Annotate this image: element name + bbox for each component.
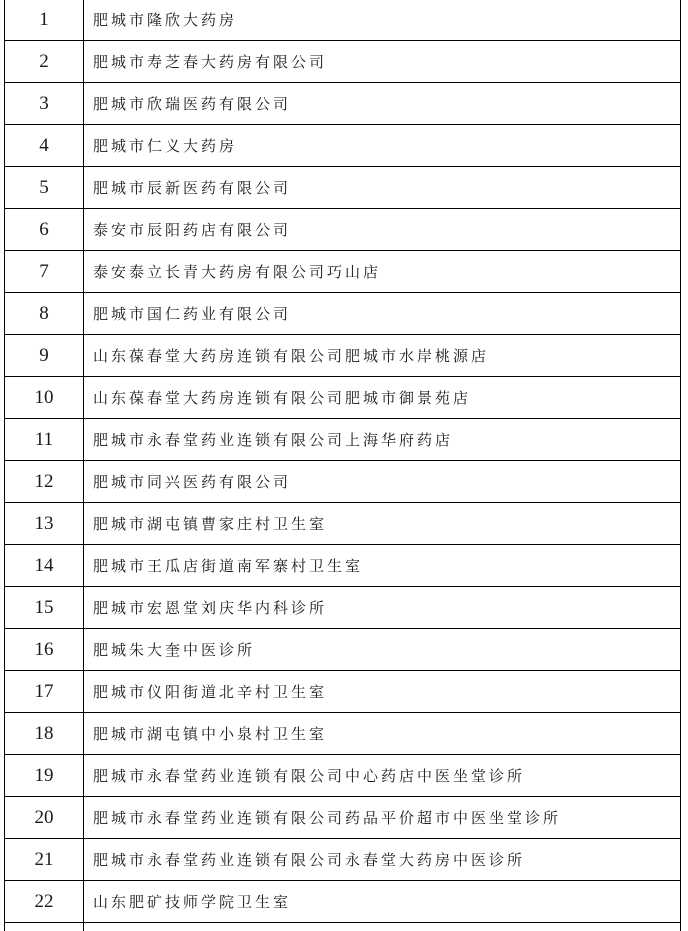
table-row bbox=[5, 125, 681, 167]
institution-name: 肥城市永春堂药业连锁有限公司永春堂大药房中医诊所 bbox=[84, 839, 681, 881]
table-row bbox=[5, 251, 681, 293]
row-number: 12 bbox=[5, 461, 84, 503]
row-number: 2 bbox=[5, 41, 84, 83]
institution-name: 肥城市湖屯镇曹家庄村卫生室 bbox=[84, 503, 681, 545]
table-row-partial bbox=[5, 923, 681, 931]
row-number: 21 bbox=[5, 839, 84, 881]
institution-name: 肥城市国仁药业有限公司 bbox=[84, 293, 681, 335]
table-row bbox=[5, 461, 681, 503]
row-number: 6 bbox=[5, 209, 84, 251]
institution-name: 肥城市同兴医药有限公司 bbox=[84, 461, 681, 503]
row-number: 19 bbox=[5, 755, 84, 797]
row-number: 22 bbox=[5, 881, 84, 923]
row-number: 5 bbox=[5, 167, 84, 209]
row-number: 11 bbox=[5, 419, 84, 461]
institution-name: 肥城市仪阳街道北辛村卫生室 bbox=[84, 671, 681, 713]
table-row bbox=[5, 293, 681, 335]
table-row bbox=[5, 797, 681, 839]
institution-name: 肥城市永春堂药业连锁有限公司上海华府药店 bbox=[84, 419, 681, 461]
institution-name: 肥城朱大奎中医诊所 bbox=[84, 629, 681, 671]
institution-name: 山东葆春堂大药房连锁有限公司肥城市御景苑店 bbox=[84, 377, 681, 419]
table-row bbox=[5, 881, 681, 923]
institution-name: 肥城市欣瑞医药有限公司 bbox=[84, 83, 681, 125]
institution-name: 肥城市湖屯镇中小泉村卫生室 bbox=[84, 713, 681, 755]
table-row bbox=[5, 755, 681, 797]
table-row bbox=[5, 713, 681, 755]
row-number: 4 bbox=[5, 125, 84, 167]
row-number: 20 bbox=[5, 797, 84, 839]
institution-name: 肥城市辰新医药有限公司 bbox=[84, 167, 681, 209]
institution-name: 肥城市寿芝春大药房有限公司 bbox=[84, 41, 681, 83]
institution-name: 肥城市宏恩堂刘庆华内科诊所 bbox=[84, 587, 681, 629]
row-number: 10 bbox=[5, 377, 84, 419]
institution-name: 肥城市永春堂药业连锁有限公司中心药店中医坐堂诊所 bbox=[84, 755, 681, 797]
row-number: 7 bbox=[5, 251, 84, 293]
table-row bbox=[5, 0, 681, 41]
table-row bbox=[5, 335, 681, 377]
institution-name: 山东葆春堂大药房连锁有限公司肥城市水岸桃源店 bbox=[84, 335, 681, 377]
institution-table bbox=[4, 0, 681, 931]
table-row bbox=[5, 419, 681, 461]
table-body bbox=[5, 0, 681, 931]
table-row bbox=[5, 41, 681, 83]
table-row bbox=[5, 209, 681, 251]
row-number: 15 bbox=[5, 587, 84, 629]
institution-name bbox=[84, 923, 681, 931]
table-row bbox=[5, 671, 681, 713]
row-number: 9 bbox=[5, 335, 84, 377]
row-number: 13 bbox=[5, 503, 84, 545]
row-number: 3 bbox=[5, 83, 84, 125]
table-row bbox=[5, 503, 681, 545]
institution-name: 泰安市辰阳药店有限公司 bbox=[84, 209, 681, 251]
row-number: 14 bbox=[5, 545, 84, 587]
institution-name: 泰安泰立长青大药房有限公司巧山店 bbox=[84, 251, 681, 293]
table-row bbox=[5, 839, 681, 881]
row-number: 18 bbox=[5, 713, 84, 755]
table-row bbox=[5, 629, 681, 671]
row-number: 8 bbox=[5, 293, 84, 335]
row-number: 1 bbox=[5, 0, 84, 41]
row-number: 16 bbox=[5, 629, 84, 671]
table-row bbox=[5, 587, 681, 629]
table-row bbox=[5, 545, 681, 587]
institution-name: 山东肥矿技师学院卫生室 bbox=[84, 881, 681, 923]
table-row bbox=[5, 167, 681, 209]
institution-name: 肥城市隆欣大药房 bbox=[84, 0, 681, 41]
row-number bbox=[5, 923, 84, 931]
institution-name: 肥城市王瓜店街道南军寨村卫生室 bbox=[84, 545, 681, 587]
table-row bbox=[5, 83, 681, 125]
institution-name: 肥城市仁义大药房 bbox=[84, 125, 681, 167]
row-number: 17 bbox=[5, 671, 84, 713]
table-row bbox=[5, 377, 681, 419]
institution-name: 肥城市永春堂药业连锁有限公司药品平价超市中医坐堂诊所 bbox=[84, 797, 681, 839]
